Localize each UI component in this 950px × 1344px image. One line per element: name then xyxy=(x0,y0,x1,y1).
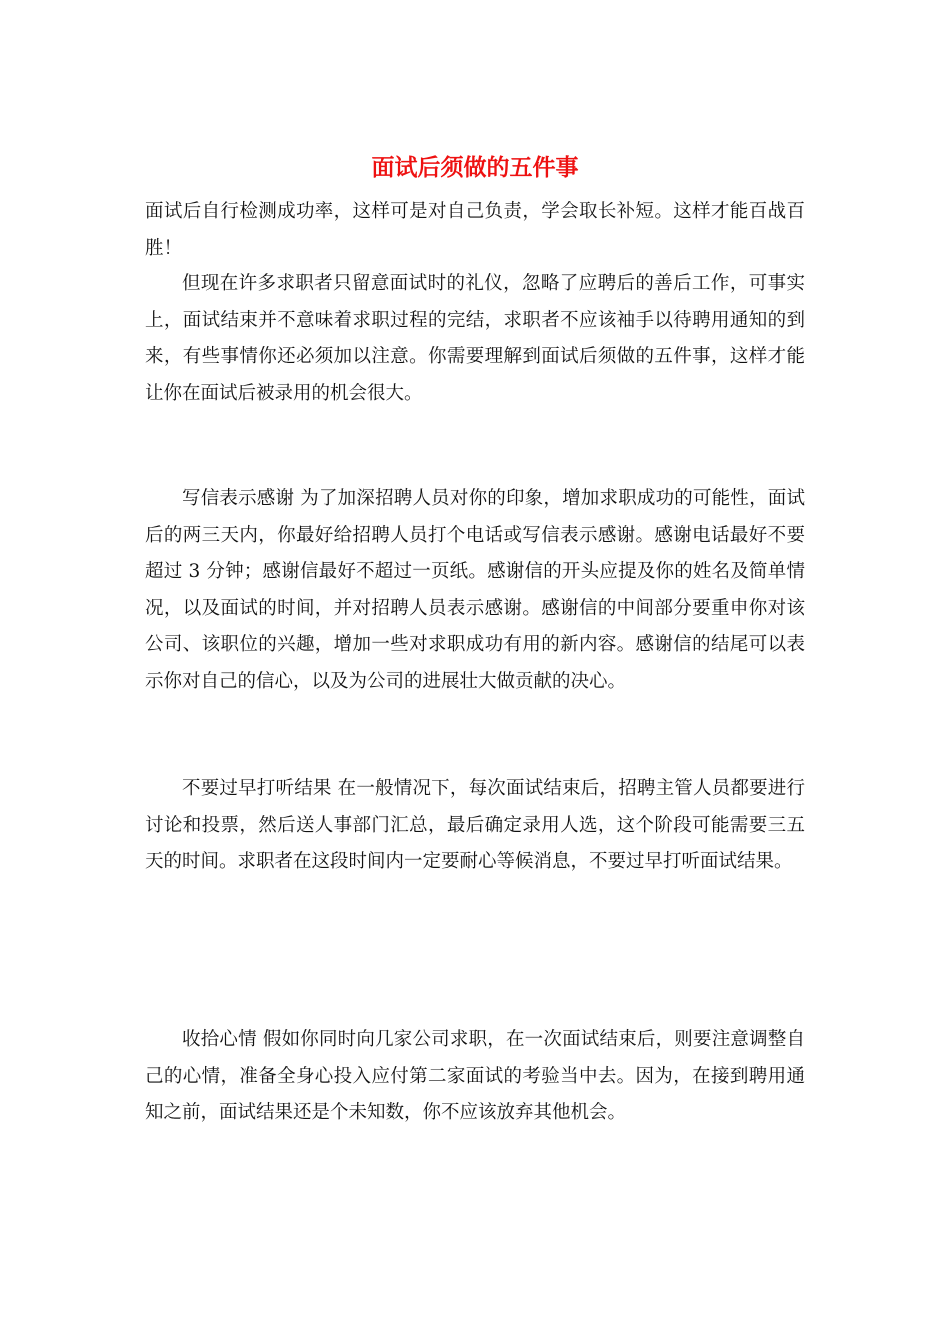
wait-for-results-paragraph: 不要过早打听结果 在一般情况下，每次面试结束后，招聘主管人员都要进行讨论和投票，然后送人事部门汇总，最后确定录用人选，这个阶段可能需要三五天的时间。求职者在这段时间内一定要耐心等候消息，不要过早打听面试结果。 xyxy=(145,778,805,872)
intro-paragraph: 面试后自行检测成功率，这样可是对自己负责，学会取长补短。这样才能百战百胜！ xyxy=(145,201,805,259)
thank-you-paragraph: 写信表示感谢 为了加深招聘人员对你的印象，增加求职成功的可能性，面试后的两三天内，你最好给招聘人员打个电话或写信表示感谢。感谢电话最好不要超过 3 分钟；感谢信最好不超过一页纸。感谢信的开头应提及你的姓名及简单情况，以及面试的时间，并对招聘人员表示感谢。感谢信的中间部分要重申你对该公司、该职位的兴趣，增加一些对求职成功有用的新内容。感谢信的结尾可以表示你对自己的信心，以及为公司的进展壮大做贡献的决心。 xyxy=(145,488,805,692)
adjust-mood-paragraph: 收拾心情 假如你同时向几家公司求职，在一次面试结束后，则要注意调整自己的心情，准备全身心投入应付第二家面试的考验当中去。因为，在接到聘用通知之前，面试结果还是个未知数，你不应该放弃其他机会。 xyxy=(145,1029,805,1123)
context-paragraph: 但现在许多求职者只留意面试时的礼仪，忽略了应聘后的善后工作，可事实上，面试结束并不意味着求职过程的完结，求职者不应该袖手以待聘用通知的到来，有些事情你还必须加以注意。你需要理解到面试后须做的五件事，这样才能让你在面试后被录用的机会很大。 xyxy=(145,273,805,404)
document-title: 面试后须做的五件事 xyxy=(371,154,579,181)
